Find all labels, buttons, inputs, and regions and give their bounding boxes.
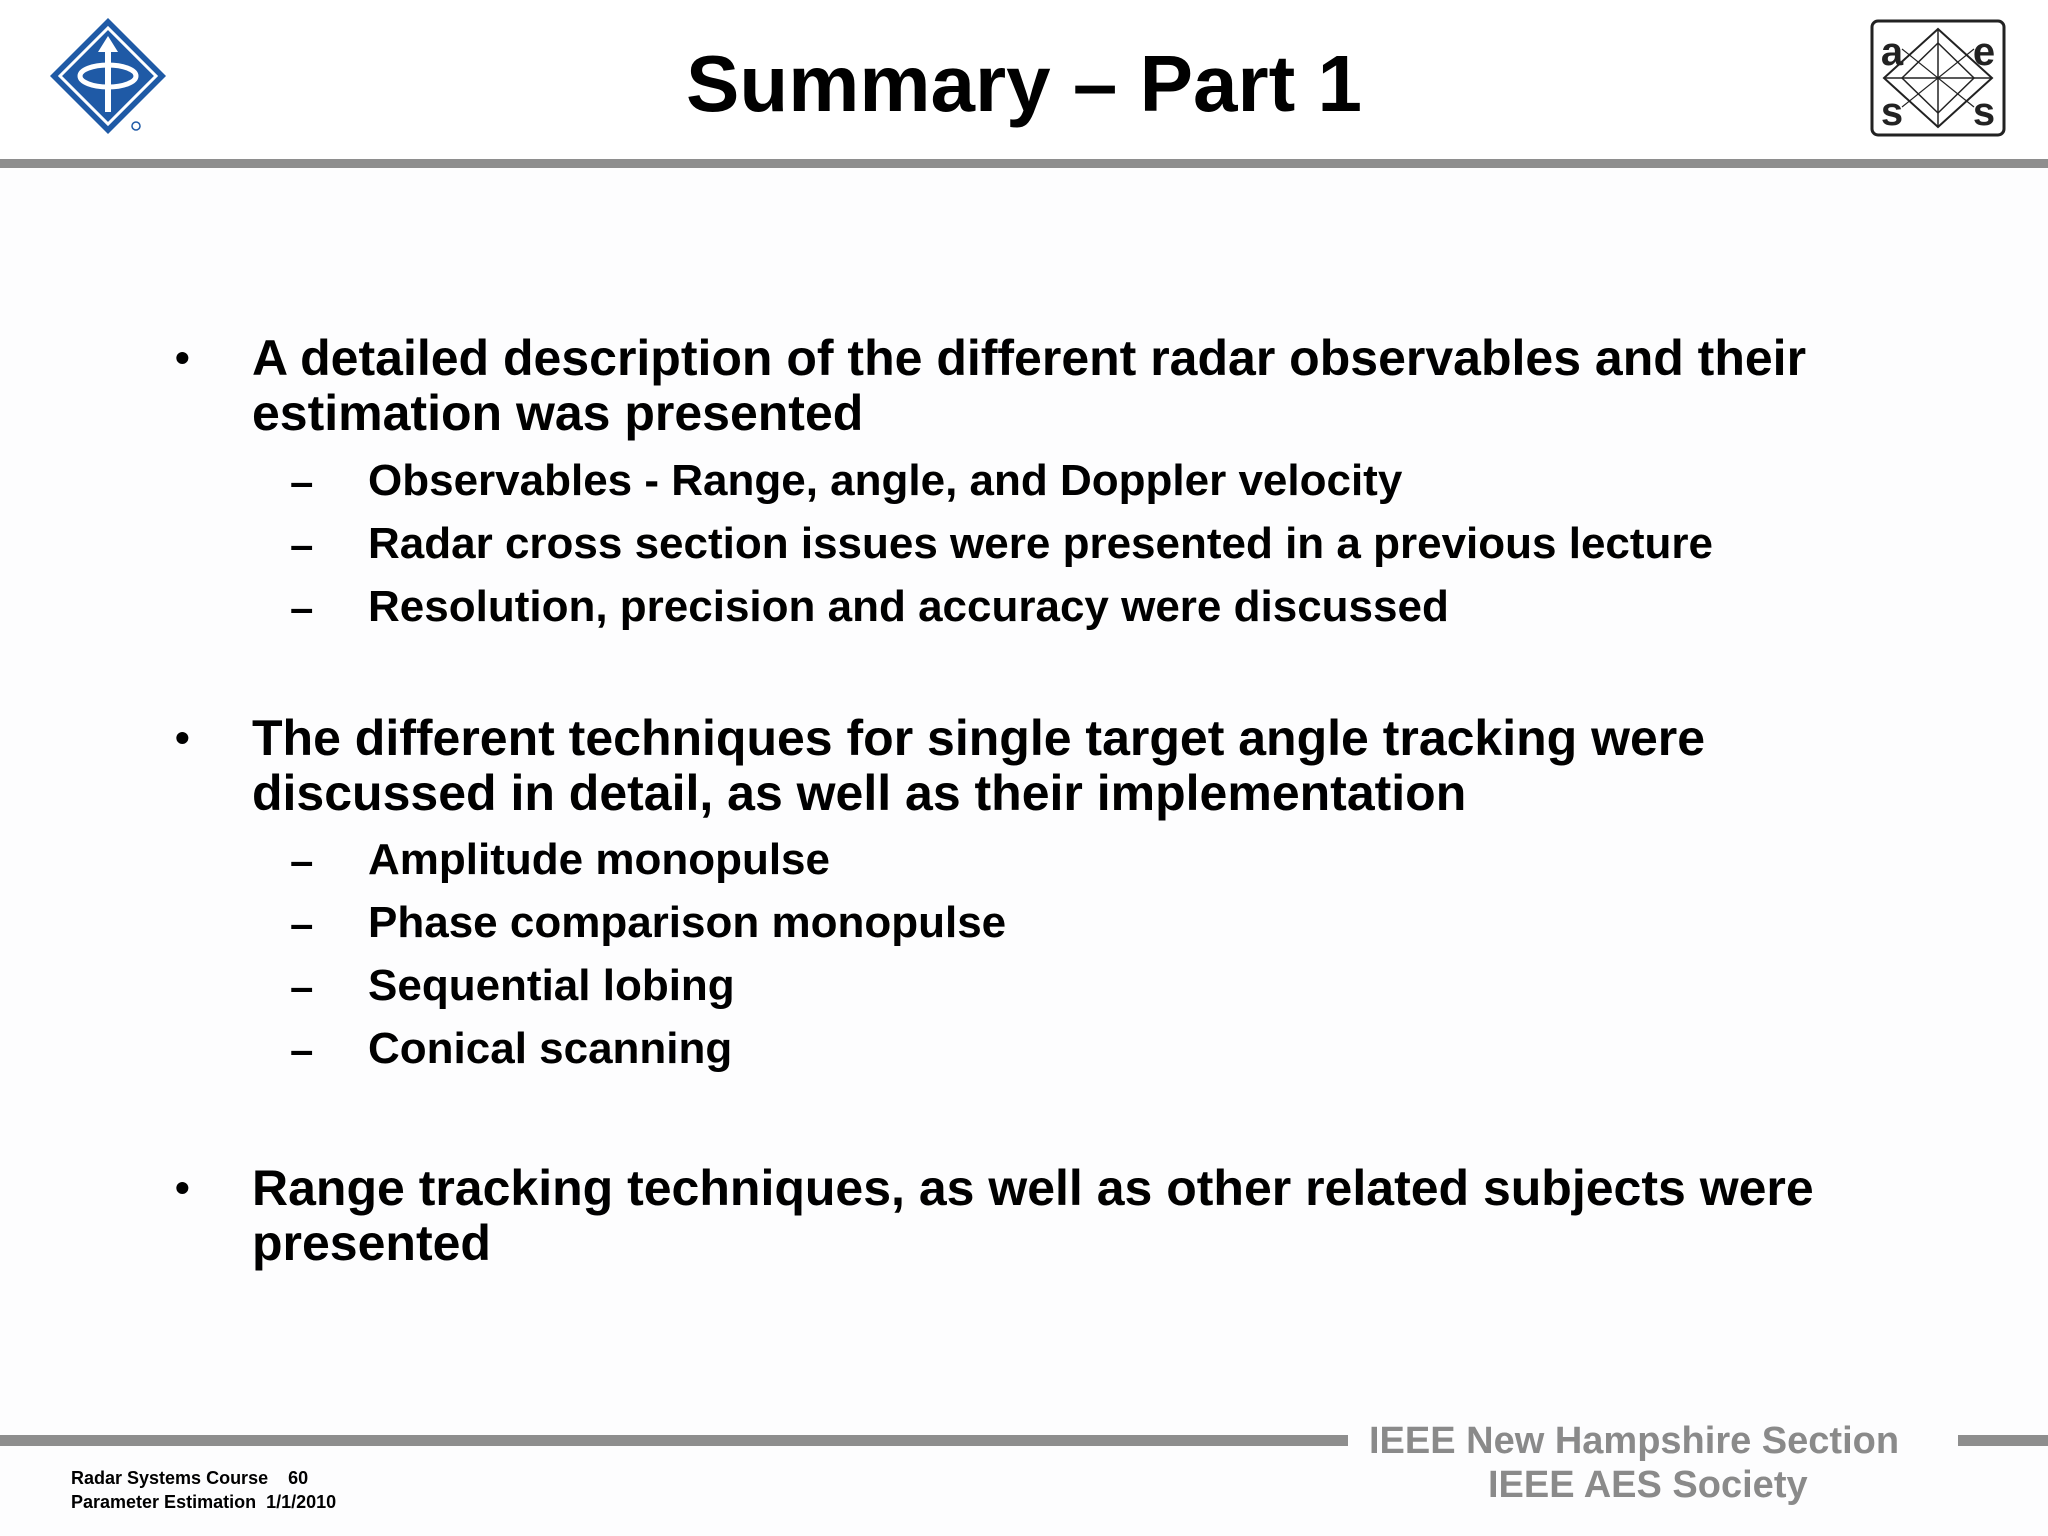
bullet-marker: • bbox=[175, 1164, 190, 1211]
sub-bullet-dash: – bbox=[290, 1026, 314, 1073]
aes-letter-e: e bbox=[1972, 30, 1996, 74]
sub-item-radar-cross-section: Radar cross section issues were presented in a previous lecture bbox=[368, 519, 1714, 568]
bullet-item-range-tracking: Range tracking techniques, as well as other related subjects were presented bbox=[252, 1160, 1814, 1271]
sub-bullet-dash: – bbox=[290, 963, 314, 1010]
footer-course-line: Radar Systems Course 60 bbox=[71, 1468, 309, 1488]
footer-org-society: IEEE AES Society bbox=[1488, 1464, 1808, 1506]
sub-item-phase-comparison: Phase comparison monopulse bbox=[368, 898, 1007, 947]
sub-item-observables-list: Observables - Range, angle, and Doppler velocity bbox=[368, 456, 1403, 505]
aes-letter-s2: s bbox=[1972, 90, 1996, 134]
sub-item-conical-scanning: Conical scanning bbox=[368, 1024, 733, 1073]
footer-divider-left bbox=[0, 1435, 1348, 1446]
bullet-item-angle-tracking: The different techniques for single target angle tracking were discussed in detail, as well as their implementation bbox=[252, 710, 1706, 821]
footer-org-section: IEEE New Hampshire Section bbox=[1369, 1420, 1900, 1462]
sub-bullet-dash: – bbox=[290, 458, 314, 505]
aes-letter-s1: s bbox=[1880, 90, 1904, 134]
sub-bullet-dash: – bbox=[290, 837, 314, 884]
bullet-marker: • bbox=[175, 334, 190, 381]
footer-topic-line: Parameter Estimation 1/1/2010 bbox=[71, 1492, 337, 1512]
sub-bullet-dash: – bbox=[290, 521, 314, 568]
footer-divider-right bbox=[1958, 1435, 2048, 1446]
sub-item-amplitude-monopulse: Amplitude monopulse bbox=[368, 835, 830, 884]
sub-bullet-dash: – bbox=[290, 900, 314, 947]
sub-item-resolution: Resolution, precision and accuracy were discussed bbox=[368, 582, 1449, 631]
aes-letter-a: a bbox=[1880, 30, 1904, 74]
slide-title: Summary – Part 1 bbox=[686, 39, 1362, 128]
bullet-item-observables: A detailed description of the different radar observables and their estimation was presented bbox=[252, 330, 1807, 441]
bullet-marker: • bbox=[175, 714, 190, 761]
sub-bullet-dash: – bbox=[290, 584, 314, 631]
sub-item-sequential-lobing: Sequential lobing bbox=[368, 961, 735, 1010]
